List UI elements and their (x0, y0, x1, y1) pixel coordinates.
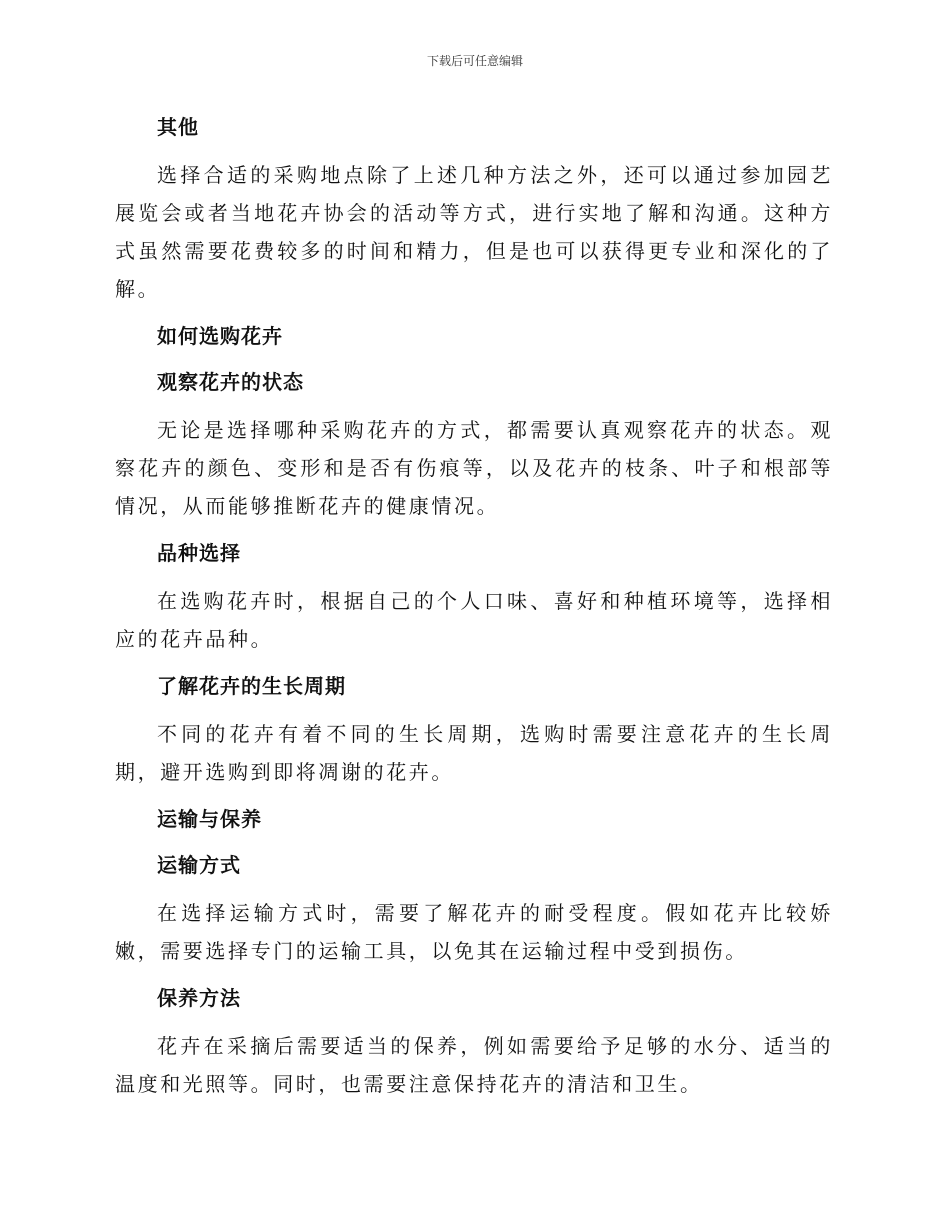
subheading-care-method: 保养方法 (157, 986, 241, 1010)
paragraph-observe-state: 无论是选择哪种采购花卉的方式，都需要认真观察花卉的状态。观察花卉的颜色、变形和是否有伤痕等，以及花卉的枝条、叶子和根部等情况，从而能够推断花卉的健康情况。 (115, 418, 833, 518)
paragraph-variety-selection: 在选购花卉时，根据自己的个人口味、喜好和种植环境等，选择相应的花卉品种。 (115, 589, 833, 651)
subheading-variety-selection: 品种选择 (157, 541, 241, 565)
paragraph-transport-method: 在选择运输方式时，需要了解花卉的耐受程度。假如花卉比较娇嫩，需要选择专门的运输工具，以免其在运输过程中受到损伤。 (115, 901, 833, 963)
subheading-observe-state: 观察花卉的状态 (157, 370, 304, 394)
paragraph-growth-cycle: 不同的花卉有着不同的生长周期，选购时需要注意花卉的生长周期，避开选购到即将凋谢的花卉。 (115, 722, 833, 784)
paragraph-care-method: 花卉在采摘后需要适当的保养，例如需要给予足够的水分、适当的温度和光照等。同时，也需要注意保持花卉的清洁和卫生。 (115, 1034, 833, 1096)
section-heading-transport-care: 运输与保养 (157, 807, 262, 831)
subheading-growth-cycle: 了解花卉的生长周期 (157, 674, 346, 698)
paragraph-other: 选择合适的采购地点除了上述几种方法之外，还可以通过参加园艺展览会或者当地花卉协会的活动等方式，进行实地了解和沟通。这种方式虽然需要花费较多的时间和精力，但是也可以获得更专业和深化的了解。 (115, 163, 833, 301)
document-body (115, 110, 833, 1114)
section-heading-how-to-buy: 如何选购花卉 (157, 324, 283, 348)
subheading-transport-method: 运输方式 (157, 853, 241, 877)
section-heading-other: 其他 (157, 115, 199, 139)
page-header: 下载后可任意编辑 (426, 54, 523, 68)
